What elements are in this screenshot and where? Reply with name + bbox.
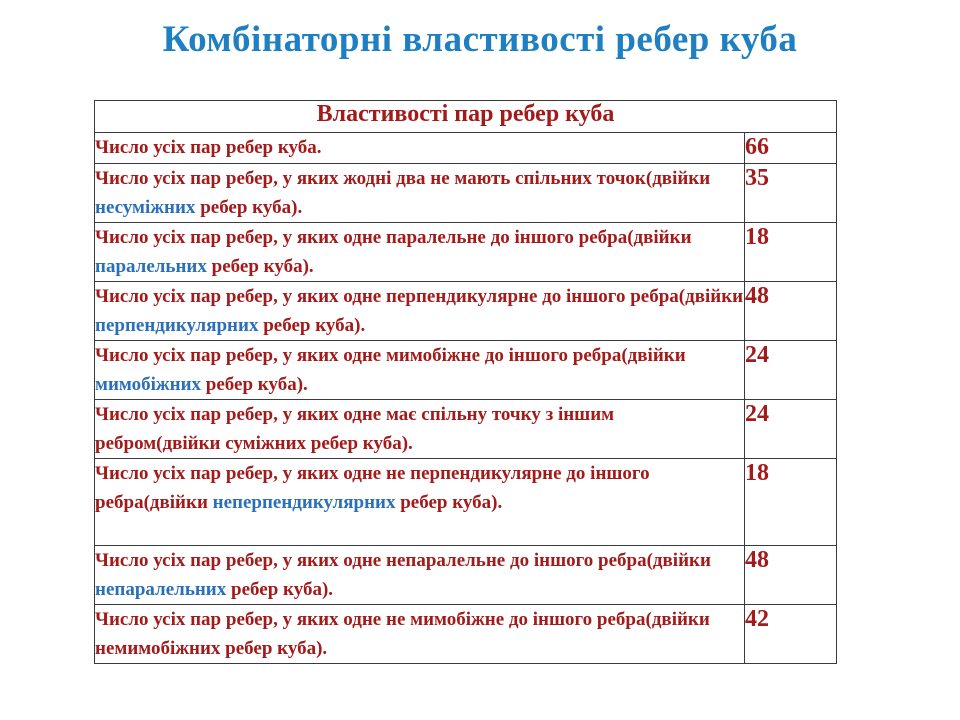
row-description [95, 605, 745, 664]
row-value: 24 [745, 400, 837, 459]
row-text-end: ребер куба). [258, 315, 366, 336]
table-row [95, 459, 837, 546]
row-description [95, 133, 745, 164]
row-text: Число усіх пар ребер, у яких жодні два не мають спільних точок(двійки [95, 168, 711, 189]
table-row [95, 605, 837, 664]
table-row [95, 223, 837, 282]
row-text: Число усіх пар ребер, у яких одне має спільну точку з іншим ребром(двійки суміжних ребер куба). [95, 404, 615, 454]
row-highlight: непаралельних [95, 579, 227, 600]
row-text: Число усіх пар ребер, у яких одне перпендикулярне до іншого ребра(двійки [95, 286, 744, 307]
slide-title: Комбінаторні властивості ребер куба [162, 19, 798, 60]
cube-edge-properties-table [94, 100, 837, 664]
row-text: Число усіх пар ребер, у яких одне мимобіжне до іншого ребра(двійки [95, 345, 686, 366]
row-description [95, 400, 745, 459]
row-value: 42 [745, 605, 837, 664]
row-highlight: паралельних [95, 256, 207, 277]
row-description [95, 341, 745, 400]
table-row [95, 546, 837, 605]
table-row [95, 400, 837, 459]
row-value: 18 [745, 459, 837, 546]
table-row [95, 133, 837, 164]
row-value: 18 [745, 223, 837, 282]
row-text: Число усіх пар ребер куба. [95, 137, 322, 158]
row-value: 24 [745, 341, 837, 400]
row-highlight: неперпендикулярних [212, 492, 396, 513]
table-header: Властивості пар ребер куба [95, 101, 837, 133]
table-row [95, 164, 837, 223]
row-text: Число усіх пар ребер, у яких одне паралельне до іншого ребра(двійки [95, 227, 692, 248]
row-highlight: мимобіжних [95, 374, 202, 395]
row-value: 48 [745, 282, 837, 341]
table-row [95, 282, 837, 341]
row-description [95, 223, 745, 282]
row-text: Число усіх пар ребер, у яких одне не мимобіжне до іншого ребра(двійки немимобіжних ребер куба). [95, 609, 710, 659]
row-description [95, 546, 745, 605]
row-text-end: ребер куба). [195, 197, 303, 218]
row-description [95, 459, 745, 546]
row-highlight: несуміжних [95, 197, 196, 218]
table-header-row [95, 101, 837, 133]
row-description [95, 282, 745, 341]
row-text-end: ребер куба). [201, 374, 308, 395]
table-row [95, 341, 837, 400]
row-value: 35 [745, 164, 837, 223]
row-description [95, 164, 745, 223]
row-value: 48 [745, 546, 837, 605]
row-text-end: ребер куба). [395, 492, 503, 513]
row-text-end: ребер куба). [206, 256, 314, 277]
row-text-end: ребер куба). [226, 579, 334, 600]
row-value: 66 [745, 133, 837, 164]
row-text: Число усіх пар ребер, у яких одне непаралельне до іншого ребра(двійки [95, 550, 711, 571]
row-text: Число усіх пар ребер, у яких одне не перпендикулярне до іншого ребра(двійки [95, 463, 650, 513]
row-highlight: перпендикулярних [95, 315, 259, 336]
